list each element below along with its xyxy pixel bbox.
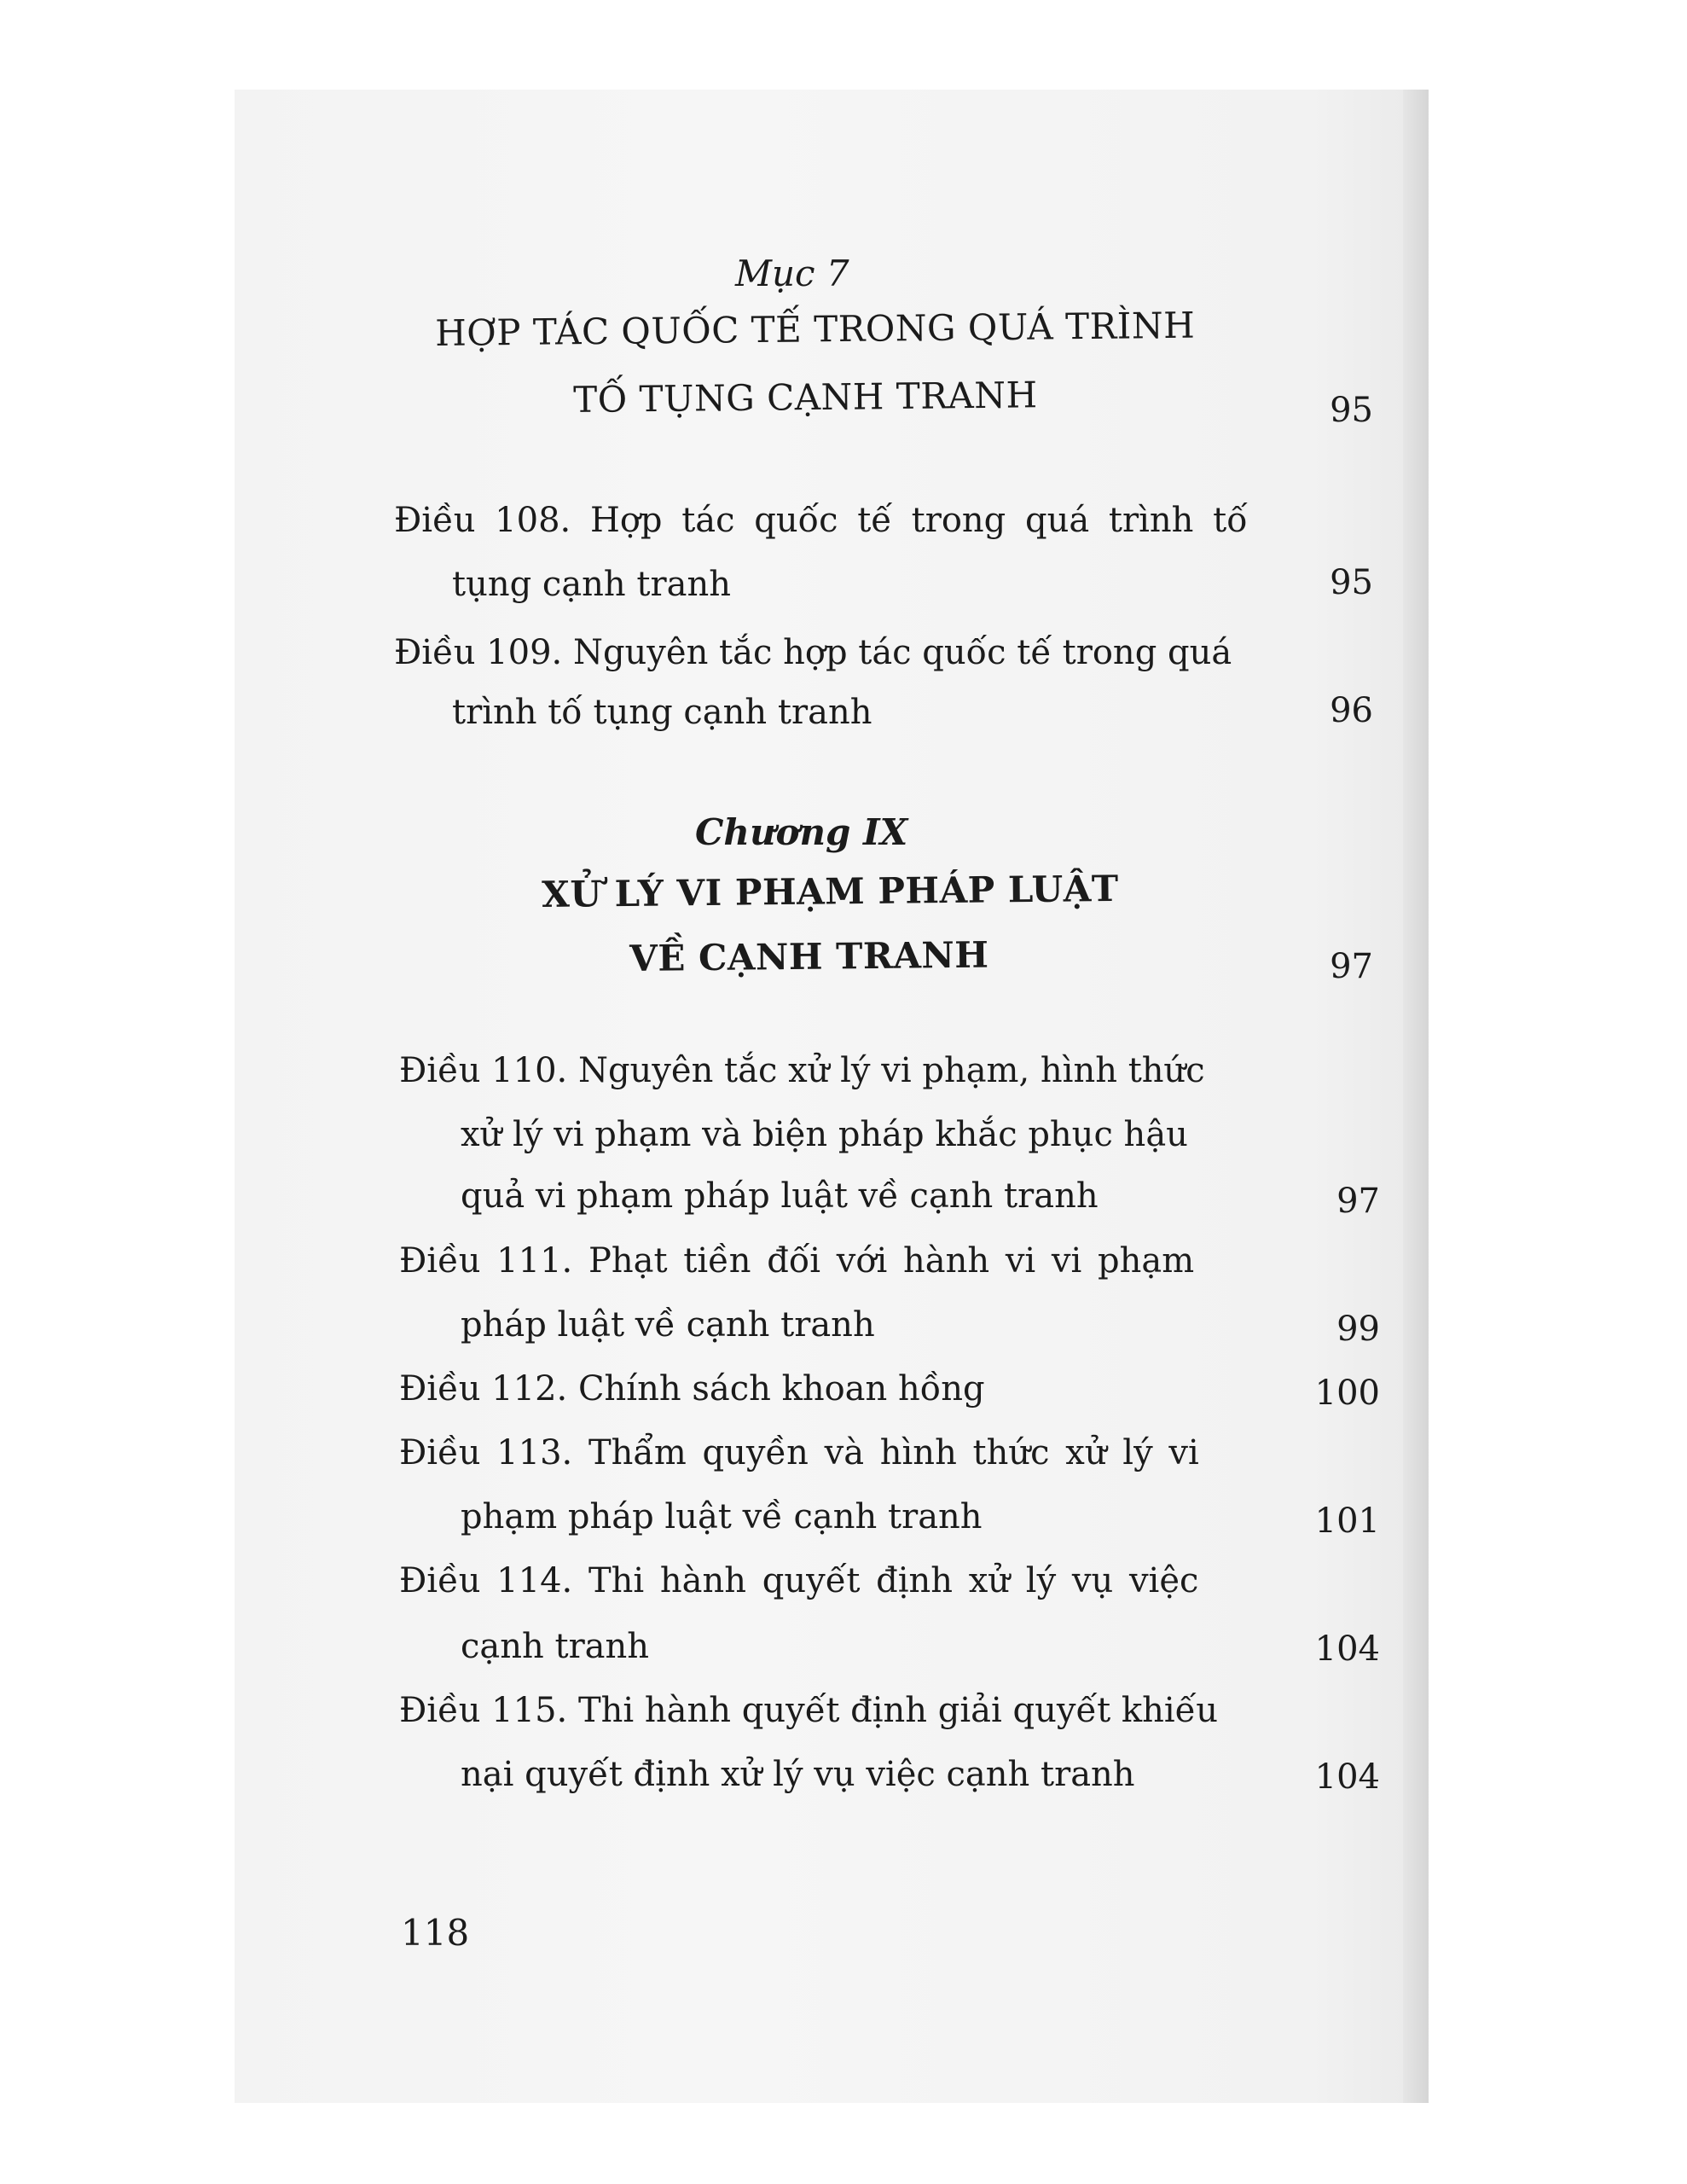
page-edge-shadow [1403, 90, 1429, 2103]
section-label: Mục 7 [735, 253, 849, 294]
toc-entry-113-line-1: Điều 113. Thẩm quyền và hình thức xử lý vi [399, 1433, 1199, 1472]
toc-entry-108-line-2: tụng cạnh tranh [452, 565, 731, 604]
toc-entry-111-page: 99 [1336, 1310, 1380, 1349]
toc-entry-112-page: 100 [1314, 1374, 1380, 1413]
footer-page-number: 118 [401, 1912, 470, 1954]
toc-entry-108-page: 95 [1330, 563, 1373, 602]
toc-entry-112-line-1: Điều 112. Chính sách khoan hồng [399, 1369, 985, 1409]
toc-entry-113-line-2: phạm pháp luật về cạnh tranh [461, 1497, 983, 1536]
toc-entry-109-line-2: trình tố tụng cạnh tranh [452, 693, 872, 732]
toc-entry-114-line-1: Điều 114. Thi hành quyết định xử lý vụ việc [399, 1561, 1199, 1600]
toc-entry-114-page: 104 [1314, 1629, 1380, 1669]
toc-entry-110-line-3: quả vi phạm pháp luật về cạnh tranh [461, 1176, 1099, 1216]
toc-entry-111-line-2: pháp luật về cạnh tranh [461, 1305, 875, 1345]
section-title-line-1: HỢP TÁC QUỐC TẾ TRONG QUÁ TRÌNH [434, 304, 1196, 354]
toc-entry-109-page: 96 [1330, 691, 1373, 730]
chapter-label: Chương IX [695, 811, 908, 853]
toc-entry-110-line-2: xử lý vi phạm và biện pháp khắc phục hậu [461, 1115, 1188, 1154]
toc-entry-110-page: 97 [1336, 1182, 1380, 1221]
chapter-title-line-1: XỬ LÝ VI PHẠM PHÁP LUẬT [541, 867, 1119, 915]
toc-entry-115-line-2: nại quyết định xử lý vụ việc cạnh tranh [461, 1755, 1135, 1794]
chapter-page-number: 97 [1330, 947, 1373, 986]
chapter-title-line-2: VỀ CẠNH TRANH [629, 933, 989, 979]
section-page-number: 95 [1330, 391, 1373, 430]
toc-entry-111-line-1: Điều 111. Phạt tiền đối với hành vi vi phạm [399, 1241, 1195, 1281]
toc-entry-108-line-1: Điều 108. Hợp tác quốc tế trong quá trình tố [394, 501, 1248, 540]
toc-entry-110-line-1: Điều 110. Nguyên tắc xử lý vi phạm, hình thức [399, 1051, 1205, 1090]
toc-entry-115-page: 104 [1314, 1757, 1380, 1797]
toc-entry-114-line-2: cạnh tranh [461, 1627, 650, 1666]
section-title-line-2: TỐ TỤNG CẠNH TRANH [572, 374, 1038, 421]
toc-entry-113-page: 101 [1314, 1502, 1380, 1541]
toc-entry-109-line-1: Điều 109. Nguyên tắc hợp tác quốc tế trong quá [394, 633, 1232, 672]
toc-entry-115-line-1: Điều 115. Thi hành quyết định giải quyết khiếu [399, 1691, 1219, 1730]
